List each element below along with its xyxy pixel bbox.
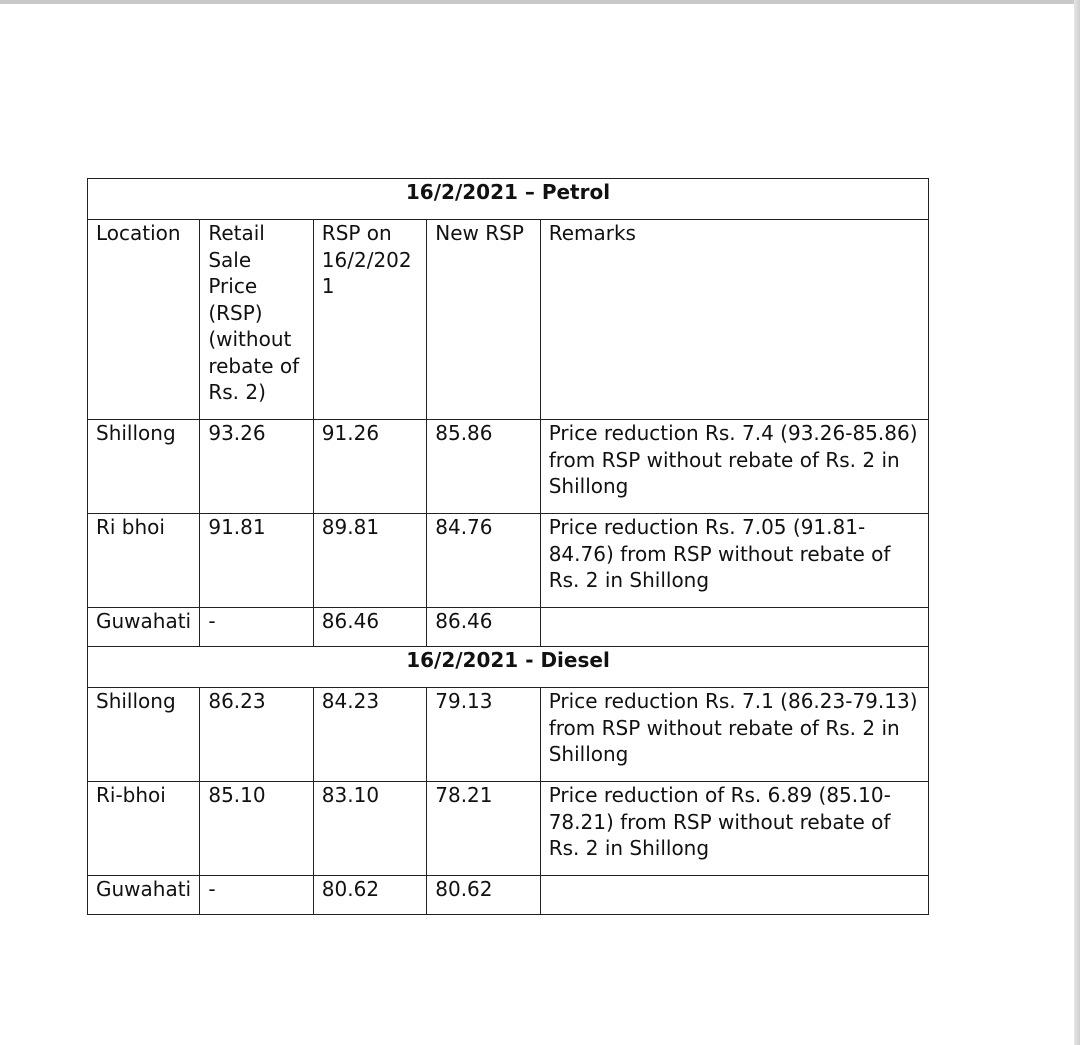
table-row — [88, 876, 929, 915]
cell-new-rsp: 79.13 — [427, 688, 540, 782]
cell-location: Guwahati — [88, 608, 200, 647]
table-row — [88, 782, 929, 876]
section-title-petrol: 16/2/2021 – Petrol — [88, 179, 929, 220]
cell-location: Ri-bhoi — [88, 782, 200, 876]
header-new-rsp: New RSP — [427, 220, 540, 420]
cell-rsp-on: 83.10 — [313, 782, 426, 876]
cell-remarks: Price reduction of Rs. 6.89 (85.10-78.21) from RSP without rebate of Rs. 2 in Shillong — [540, 782, 928, 876]
header-remarks: Remarks — [540, 220, 928, 420]
cell-new-rsp: 86.46 — [427, 608, 540, 647]
cell-rsp: - — [200, 876, 313, 915]
cell-rsp-on: 91.26 — [313, 420, 426, 514]
cell-remarks: Price reduction Rs. 7.4 (93.26-85.86) from RSP without rebate of Rs. 2 in Shillong — [540, 420, 928, 514]
fuel-price-table — [87, 178, 929, 915]
cell-new-rsp: 85.86 — [427, 420, 540, 514]
cell-new-rsp: 80.62 — [427, 876, 540, 915]
cell-remarks — [540, 608, 928, 647]
header-retail-sale-price: Retail Sale Price (RSP) (without rebate of Rs. 2) — [200, 220, 313, 420]
cell-remarks — [540, 876, 928, 915]
table-row — [88, 514, 929, 608]
cell-location: Ri bhoi — [88, 514, 200, 608]
column-header-row — [88, 220, 929, 420]
cell-new-rsp: 78.21 — [427, 782, 540, 876]
cell-rsp-on: 84.23 — [313, 688, 426, 782]
section-header-row — [88, 647, 929, 688]
cell-new-rsp: 84.76 — [427, 514, 540, 608]
cell-location: Shillong — [88, 688, 200, 782]
header-rsp-on: RSP on 16/2/2021 — [313, 220, 426, 420]
table-row — [88, 608, 929, 647]
table-row — [88, 420, 929, 514]
cell-rsp: 86.23 — [200, 688, 313, 782]
cell-location: Shillong — [88, 420, 200, 514]
table-row — [88, 688, 929, 782]
cell-remarks: Price reduction Rs. 7.1 (86.23-79.13) from RSP without rebate of Rs. 2 in Shillong — [540, 688, 928, 782]
section-title-diesel: 16/2/2021 - Diesel — [88, 647, 929, 688]
cell-rsp-on: 89.81 — [313, 514, 426, 608]
cell-remarks: Price reduction Rs. 7.05 (91.81-84.76) from RSP without rebate of Rs. 2 in Shillong — [540, 514, 928, 608]
cell-rsp: 93.26 — [200, 420, 313, 514]
cell-rsp: - — [200, 608, 313, 647]
cell-location: Guwahati — [88, 876, 200, 915]
cell-rsp: 85.10 — [200, 782, 313, 876]
cell-rsp: 91.81 — [200, 514, 313, 608]
page-right-edge — [1074, 0, 1080, 1045]
cell-rsp-on: 86.46 — [313, 608, 426, 647]
cell-rsp-on: 80.62 — [313, 876, 426, 915]
header-location: Location — [88, 220, 200, 420]
page-top-edge — [0, 0, 1080, 4]
section-header-row — [88, 179, 929, 220]
